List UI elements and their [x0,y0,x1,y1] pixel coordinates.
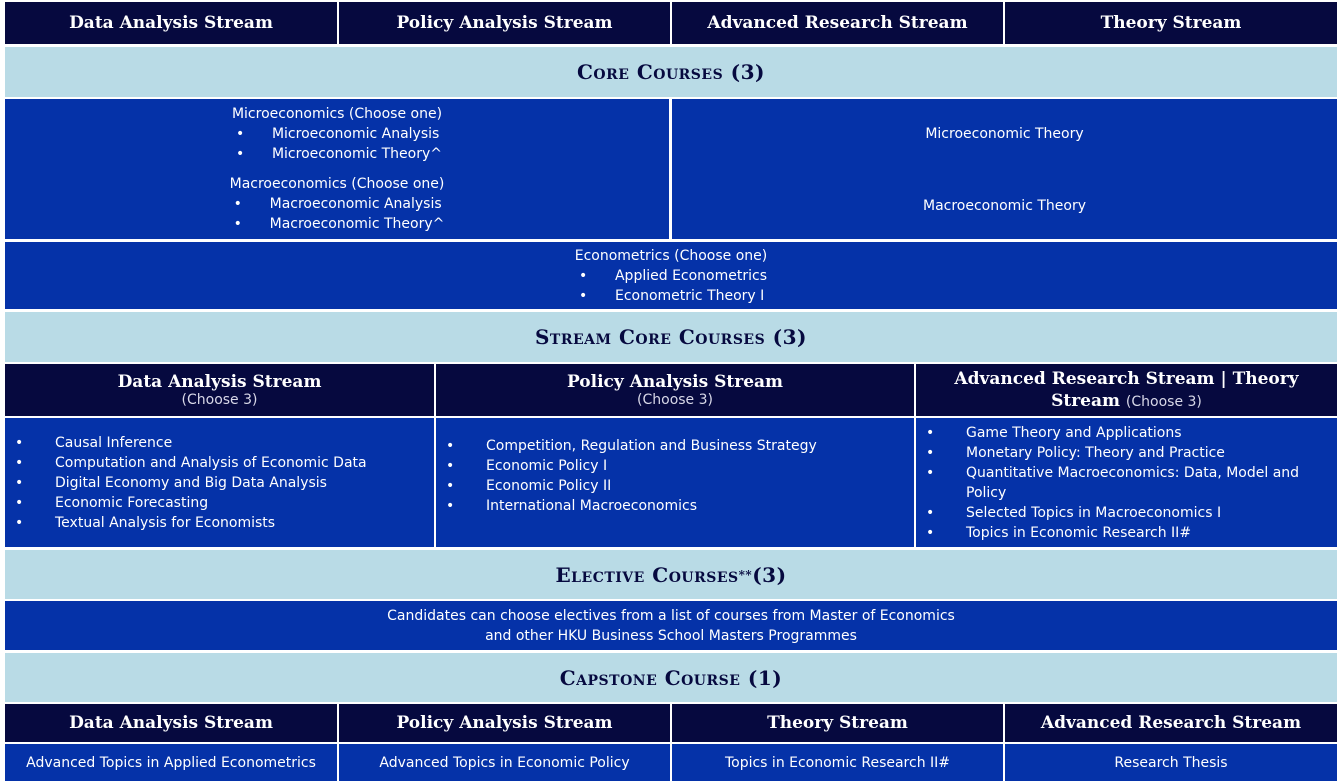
list-item: • Causal Inference [5,433,434,453]
econometrics-title: Econometrics (Choose one) [574,247,768,264]
core-courses-heading: Core Courses (3) [5,47,1337,97]
stream-core-list-policy [436,418,914,547]
micro-title: Microeconomics (Choose one) [231,106,443,122]
list-item: • Microeconomic Analysis [232,124,442,144]
top-stream-theory: Theory Stream [1005,2,1337,44]
elective-line-1: Candidates can choose electives from a list of courses from Master of Economics [387,607,955,624]
micro-group [232,104,442,164]
list-item: • Microeconomic Theory^ [232,144,442,164]
list-item: • Macroeconomic Analysis [230,194,445,214]
list-item: • Applied Econometrics [575,266,767,286]
choose-note: (Choose 3) [1125,393,1202,410]
econometrics-panel [5,242,1337,309]
list-item: • Econometric Theory I [575,286,767,306]
policy-stream-list [436,436,914,516]
list-item: • International Macroeconomics [436,496,914,516]
advanced-theory-stream-list [916,423,1307,543]
stream-core-list-advanced-theory [916,418,1337,547]
theory-micro-course: Microeconomic Theory [925,126,1084,142]
list-item: • Computation and Analysis of Economic Data [5,453,434,473]
core-micro-macro-panel [5,99,669,239]
macro-title: Macroeconomics (Choose one) [229,176,445,192]
macro-list [230,194,445,234]
list-item: • Selected Topics in Macroeconomics I [916,503,1307,523]
elective-count: (3) [752,562,787,587]
elective-footnote-marker: ** [738,567,753,582]
list-item: • Digital Economy and Big Data Analysis [5,473,434,493]
elective-line-2: and other HKU Business School Masters Programmes [485,627,857,644]
list-item: • Economic Policy II [436,476,914,496]
stream-core-header-data [5,364,434,416]
elective-title: Elective Courses [555,562,739,587]
list-item: • Textual Analysis for Economists [5,513,434,533]
list-item: • Topics in Economic Research II# [916,523,1307,543]
capstone-course-data: Advanced Topics in Applied Econometrics [5,744,337,781]
capstone-stream-theory: Theory Stream [672,704,1003,742]
macro-group [230,174,445,234]
stream-core-title: Data Analysis Stream [117,372,322,392]
elective-heading [5,550,1337,599]
stream-core-title: Policy Analysis Stream [566,372,784,392]
capstone-heading: Capstone Course (1) [5,653,1337,702]
micro-list [232,124,442,164]
stream-core-list-data [5,418,434,547]
top-stream-advanced-research: Advanced Research Stream [672,2,1003,44]
list-item: • Economic Policy I [436,456,914,476]
list-item: • Competition, Regulation and Business Strategy [436,436,914,456]
choose-note: (Choose 3) [637,392,713,408]
econometrics-list [575,266,767,306]
list-item: • Economic Forecasting [5,493,434,513]
stream-core-header-advanced-theory [916,364,1337,416]
elective-description [5,601,1337,650]
data-stream-list [5,433,434,533]
stream-core-title: Advanced Research Stream | Theory Stream [954,368,1299,411]
top-stream-policy-analysis: Policy Analysis Stream [339,2,670,44]
theory-macro-course: Macroeconomic Theory [922,198,1086,214]
list-item: • Game Theory and Applications [916,423,1307,443]
capstone-course-advanced: Research Thesis [1005,744,1337,781]
top-stream-data-analysis: Data Analysis Stream [5,2,337,44]
stream-core-heading: Stream Core Courses (3) [5,312,1337,362]
capstone-stream-policy: Policy Analysis Stream [339,704,670,742]
list-item: • Macroeconomic Theory^ [230,214,445,234]
stream-core-header-policy [436,364,914,416]
list-item: • Monetary Policy: Theory and Practice [916,443,1307,463]
capstone-course-theory: Topics in Economic Research II# [672,744,1003,781]
capstone-stream-advanced: Advanced Research Stream [1005,704,1337,742]
capstone-course-policy: Advanced Topics in Economic Policy [339,744,670,781]
core-theory-panel [672,99,1337,239]
capstone-stream-data: Data Analysis Stream [5,704,337,742]
list-item: • Quantitative Macroeconomics: Data, Model and Policy [916,463,1307,503]
choose-note: (Choose 3) [181,392,258,408]
